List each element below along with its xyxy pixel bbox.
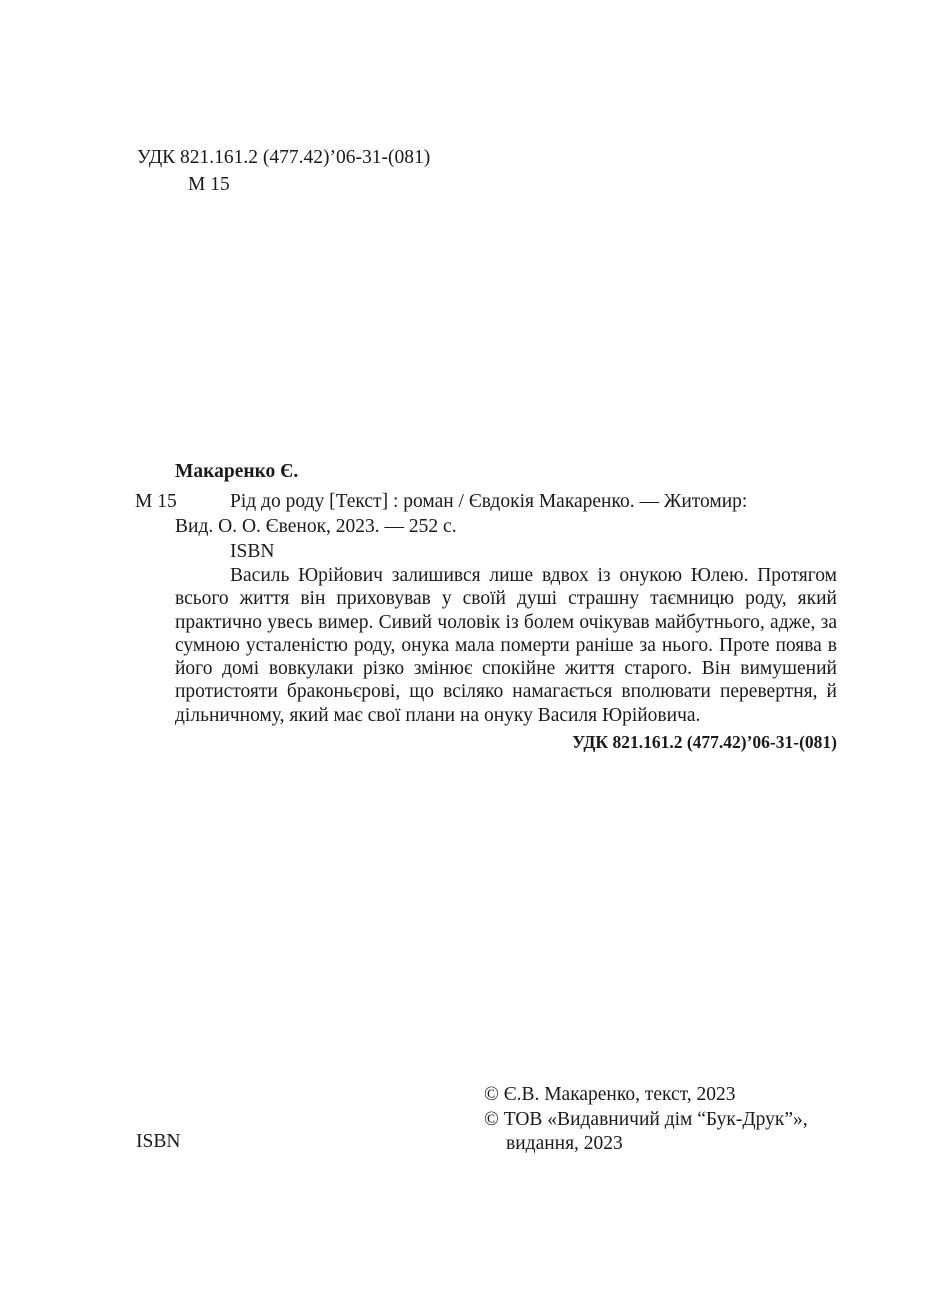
- copyright-block: [484, 1083, 808, 1157]
- footer-isbn: ISBN: [136, 1131, 181, 1152]
- catalog-isbn: ISBN: [230, 541, 275, 562]
- catalog-author: Макаренко Є.: [175, 461, 299, 482]
- copyright-publisher: © ТОВ «Видавничий дім “Бук-Друк”»,: [484, 1108, 808, 1130]
- copyright-edition: видання, 2023: [506, 1133, 623, 1154]
- udc-classification: УДК 821.161.2 (477.42)’06-31-(081): [137, 147, 431, 168]
- catalog-udc-bottom: УДК 821.161.2 (477.42)’06-31-(081): [572, 732, 837, 752]
- catalog-title-line-2: Вид. О. О. Євенок, 2023. — 252 с.: [175, 516, 457, 537]
- author-mark: М 15: [188, 174, 230, 195]
- book-annotation: Василь Юрійович залишився лише вдвох із онукою Юлею. Протягом всього життя він приховував у своїй душі страшну таємницю роду, який практично увесь вимер. Сивий чоловік із болем очікував майбутнього, адже, за сумною усталеністю роду, онука мала померти раніше за нього. Проте поява в його домі вовкулаки різко змінює спокійне життя старого. Він вимушений протистояти браконьєрові, що всіляко намагається вполювати перевертня, й дільничному, який має свої плани на онуку Василя Юрійовича.: [175, 565, 837, 726]
- catalog-title-line-1: Рід до роду [Текст] : роман / Євдокія Макаренко. — Житомир:: [230, 491, 748, 512]
- catalog-author-mark: М 15: [135, 491, 177, 512]
- copyright-author: © Є.В. Макаренко, текст, 2023: [484, 1084, 736, 1105]
